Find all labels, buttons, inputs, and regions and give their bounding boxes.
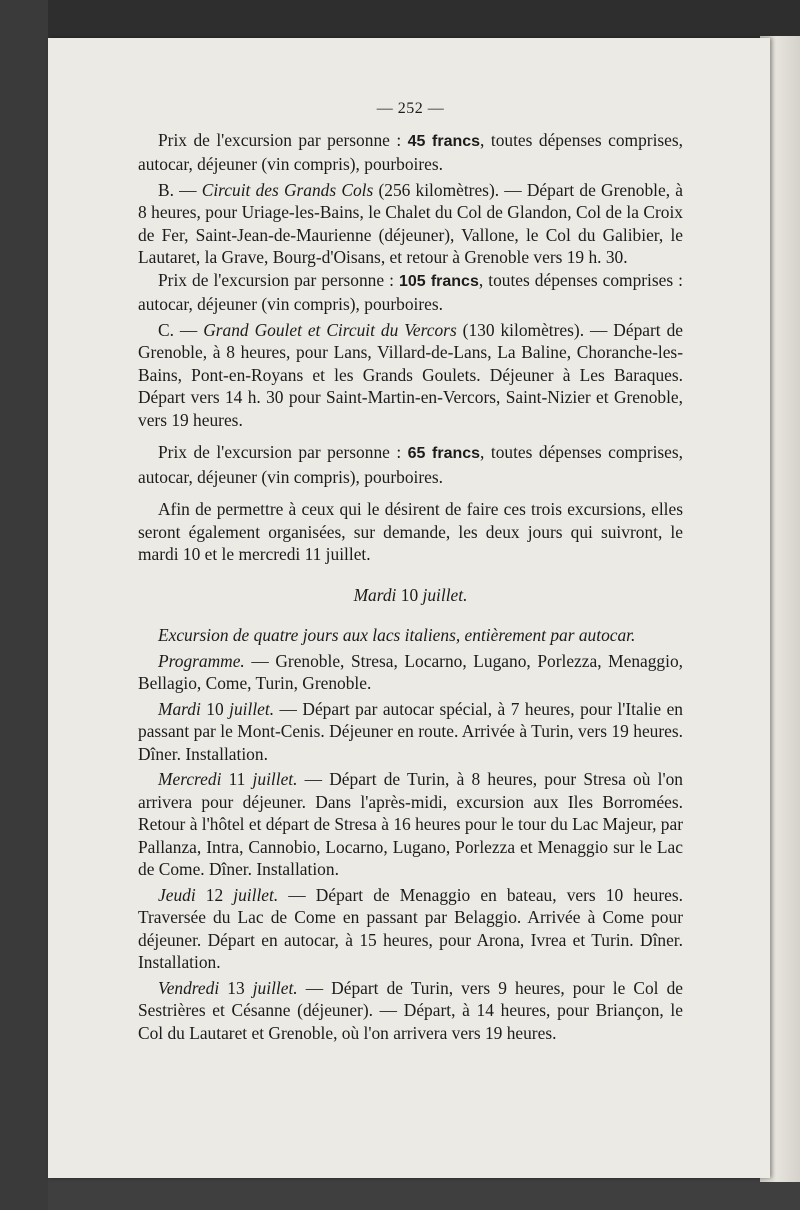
price-amount: 65 francs [407, 445, 481, 462]
circuit-prefix: B. — [158, 179, 202, 200]
price-amount: 105 francs [399, 272, 479, 290]
day-number: 12 [195, 884, 234, 905]
day-tuesday-paragraph [138, 698, 683, 766]
day-wednesday-paragraph [138, 768, 683, 881]
page-content [138, 98, 683, 1044]
price-rest: , toutes dépenses comprises, autocar, déjeuner (vin compris), pourboires. [138, 442, 683, 487]
price-paragraph-a [138, 129, 683, 176]
circuit-prefix: C. — [158, 319, 204, 340]
price-lead: Prix de l'excursion par personne : [158, 269, 399, 290]
scanner-frame-left [0, 0, 48, 1210]
day-description: — Départ de Turin, à 8 heures, pour Stresa où l'on arrivera pour déjeuner. Dans l'après-midi, excursion aux Iles Borromées. Retour à l'hôtel et départ de Stresa à 16 heures pour le tour du Lac Majeur, par Pallanza, Intra, Cannobio, Locarno, Lugano, Porlezza et Menaggio sur le Lac de Come. Dîner. Installation. [138, 769, 683, 879]
programme-text: — Grenoble, Stresa, Locarno, Lugano, Porlezza, Menaggio, Bellagio, Come, Turin, Grenoble. [138, 650, 683, 693]
day-number: 10 [200, 698, 230, 719]
circuit-title: Circuit des Grands Cols [201, 179, 374, 200]
book-page [48, 38, 770, 1178]
price-rest: , toutes dépenses comprises, autocar, déjeuner (vin compris), pourboires. [138, 129, 683, 174]
price-lead: Prix de l'excursion par personne : [158, 442, 408, 462]
price-lead: Prix de l'excursion par personne : [158, 129, 408, 150]
day-number: 13 [219, 977, 253, 998]
heading-day: Mardi [353, 584, 397, 605]
day-month: juillet. [233, 884, 279, 905]
day-name: Vendredi [158, 977, 220, 998]
day-month: juillet. [252, 977, 298, 998]
price-paragraph-c [138, 441, 683, 488]
circuit-description: (256 kilomètres). — Départ de Grenoble, à 8 heures, pour Uriage-les-Bains, le Chalet du Col de Glandon, Col de la Croix de Fer, Saint-Jean-de-Maurienne (déjeuner), Vallone, le Col du Galibier, le Lautaret, la Grave, Bourg-d'Oisans, et retour à Grenoble vers 19 h. 30. [138, 179, 683, 267]
price-paragraph-b [138, 269, 683, 316]
page-number: — 252 — [376, 100, 445, 117]
programme-paragraph [138, 650, 683, 695]
day-month: juillet. [252, 769, 298, 789]
heading-month: juillet. [422, 584, 468, 605]
day-friday-paragraph [138, 977, 683, 1045]
circuit-title: Grand Goulet et Circuit du Vercors [203, 319, 457, 340]
day-name: Mercredi [158, 769, 222, 789]
circuit-c-paragraph [138, 319, 683, 432]
price-rest: , toutes dépenses comprises : autocar, déjeuner (vin compris), pourboires. [138, 269, 683, 314]
day-number: 11 [221, 769, 253, 789]
programme-label: Programme. [158, 650, 245, 671]
section-heading [138, 584, 683, 607]
day-description: — Départ par autocar spécial, à 7 heures, pour l'Italie en passant par le Mont-Cenis. Déjeuner en route. Arrivée à Turin, vers 19 heures. Dîner. Installation. [138, 698, 683, 764]
scanner-frame-top [0, 0, 800, 38]
circuit-description: (130 kilomètres). — Départ de Grenoble, à 8 heures, pour Lans, Villard-de-Lans, La Baline, Choranche-les-Bains, Pont-en-Royans et les Grands Goulets. Déjeuner à Les Baraques. Départ vers 14 h. 30 pour Saint-Martin-en-Vercors, Saint-Nizier et Grenoble, vers 19 heures. [138, 319, 683, 430]
day-name: Jeudi [158, 884, 196, 905]
day-month: juillet. [229, 698, 275, 719]
subheading-text: Excursion de quatre jours aux lacs italiens, entièrement par autocar. [158, 625, 636, 645]
day-thursday-paragraph [138, 884, 683, 974]
day-description: — Départ de Menaggio en bateau, vers 10 heures. Traversée du Lac de Come en passant par Belaggio. Arrivée à Come pour déjeuner. Départ en autocar, à 15 heures, pour Arona, Ivrea et Turin. Dîner. Installation. [138, 884, 683, 972]
section-subheading [138, 624, 683, 647]
repeat-excursions-paragraph: Afin de permettre à ceux qui le désirent de faire ces trois excursions, elles seront également organisées, sur demande, les deux jours qui suivront, le mardi 10 et le mercredi 11 juillet. [138, 499, 683, 564]
circuit-b-paragraph [138, 179, 683, 269]
heading-number: 10 [396, 584, 423, 605]
day-name: Mardi [158, 698, 201, 719]
price-amount: 45 francs [407, 132, 481, 150]
day-description: — Départ de Turin, vers 9 heures, pour le Col de Sestrières et Césanne (déjeuner). — Départ, à 14 heures, pour Briançon, le Col du Lautaret et Grenoble, où l'on arrivera vers 19 heures. [138, 977, 683, 1043]
